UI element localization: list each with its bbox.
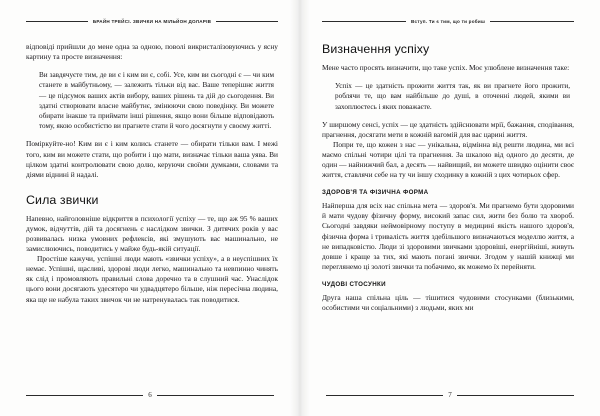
paragraph: Простіше кажучи, успішні люди мають «звички успіху», а в неуспішних їх немає. Успішні, щасливі, здорові люди легко, машинально та невпинно чинять як слід і промовляють правильні слова доречно та в слушний час. Унаслідок цього вони досягають удесятеро чи удвадцятеро більше, ніж пересічна людина, яка ще не набула таких звичок чи не натренувалась так поводитися.: [26, 254, 278, 304]
right-page-running-header: [322, 14, 574, 28]
section-heading-sila-zvychky: Сила звички: [26, 192, 99, 207]
page-number: 6: [148, 391, 152, 399]
folio-rule-right: [457, 395, 574, 396]
section-heading-vyznachennya-uspikhu: Визначення успіху: [322, 42, 430, 56]
page-number: 7: [448, 391, 452, 399]
left-page-folio: [26, 391, 274, 399]
extract-text: Успіх — це здатність прожити життя так, як ви прагнете його прожити, роблячи те, що вам найбільше до душі, в оточенні людей, якими ви захоплюєтесь і яких поважаєте.: [335, 82, 570, 111]
subsection-heading-health: ЗДОРОВ'Я ТА ФІЗИЧНА ФОРМА: [322, 189, 429, 197]
paragraph: Найперша для всіх нас спільна мета — здоров'я. Ми прагнемо бути здоровими й мати чудову фізичну форму, високий запас сил, жити без болю та хвороб. Сьогодні завдяки неймовірному поступу в медицині якість нашого здоров'я, фізична форма і тривалість життя здебільшого визначаються моделлю життя, а не випадковістю. Люди зі здоровими звичками здоровіші, енергійніші, живуть довше і краще за тих, які мають погані звички. Згодом у нашій книжці ми переглянемо ці золоті звички та побачимо, як можемо їх перейняти.: [322, 201, 574, 271]
right-page-folio: [326, 391, 574, 399]
paragraph: відповіді прийшли до мене одна за одною, поволі викристалізовуючись у ясну картину та просте визначення:: [26, 42, 278, 62]
running-header-rule-left: [322, 21, 406, 22]
folio-rule-right: [157, 395, 274, 396]
folio-rule-left: [326, 395, 443, 396]
running-header-rule-right: [216, 21, 278, 22]
folio-rule-left: [26, 395, 143, 396]
paragraph: Мене часто просять визначити, що таке успіх. Моє улюблене визначення таке:: [322, 63, 570, 72]
running-header-text: Вступ. Ти є тим, що ти робиш: [410, 18, 486, 24]
paragraph: Попри те, що кожен з нас — унікальна, відмінна від решти людина, ми всі маємо спільні чотири цілі та прагнення. За шкалою від одного до десяти, де один — найнижчий бал, а десять — найвищий, ви можете швидко оцінити своє життя, ставлячи себе на ту чи іншу сходинку в кожній з цих чотирьох сфер.: [322, 139, 574, 180]
extract-block: [322, 81, 574, 112]
paragraph: Поміркуйте-но! Ким ви є і ким колись станете — обирати тільки вам. І межі того, ким ви можете стати, що робити і що мати, визначає тільки ваша уява. Ви цілком здатні контролювати свою долю, керуючи своїми думками, словами та діями віднині й надалі.: [26, 139, 278, 179]
extract-block: [26, 70, 278, 131]
subsection-heading-relationships: ЧУДОВІ СТОСУНКИ: [322, 280, 386, 288]
running-header-rule-left: [26, 21, 88, 22]
paragraph: Друга наша спільна ціль — тішитися чудовими стосунками (близькими, особистими чи соціальними) з людьми, яких ми: [322, 292, 574, 313]
running-header-rule-right: [490, 21, 574, 22]
extract-text: Ви завдячуєте тим, де ви є і ким ви є, собі. Усе, ким ви сьогодні є — чи ким станете в майбутньому, — залежить тільки від вас. Ваше теперішнє життя — це підсумок ваших актів вибору, ваших рішень та дій до сьогодення. Ви здатні створювати власне майбутнє, змінюючи свою поведінку. Ви можете обирати інакше та приймати інші рішення, якщо вони більше відповідають тому, якою особистістю ви прагнете стати й чого досягнути у своєму житті.: [39, 71, 274, 131]
paragraph: Напевно, найголовніше відкриття в психології успіху — те, що аж 95 % ваших думок, відчуттів, дій та досягнень є наслідком звички. З дитячих років у вас розвивалась низка умовних рефлексів, які змушують вас машинально, не замислюючись, поводитись у майже будь-якій ситуації.: [26, 213, 278, 254]
paragraph: У ширшому сенсі, успіх — це здатність здійснювати мрії, бажання, сподівання, прагнення, досягати мети в кожній вагомій для вас царині життя.: [322, 119, 574, 139]
running-header-text: БРАЙН ТРЕЙСІ. ЗВИЧКИ НА МІЛЬЙОН ДОЛАРІВ: [92, 18, 212, 24]
left-page-running-header: [26, 14, 278, 28]
right-page: [300, 0, 600, 416]
